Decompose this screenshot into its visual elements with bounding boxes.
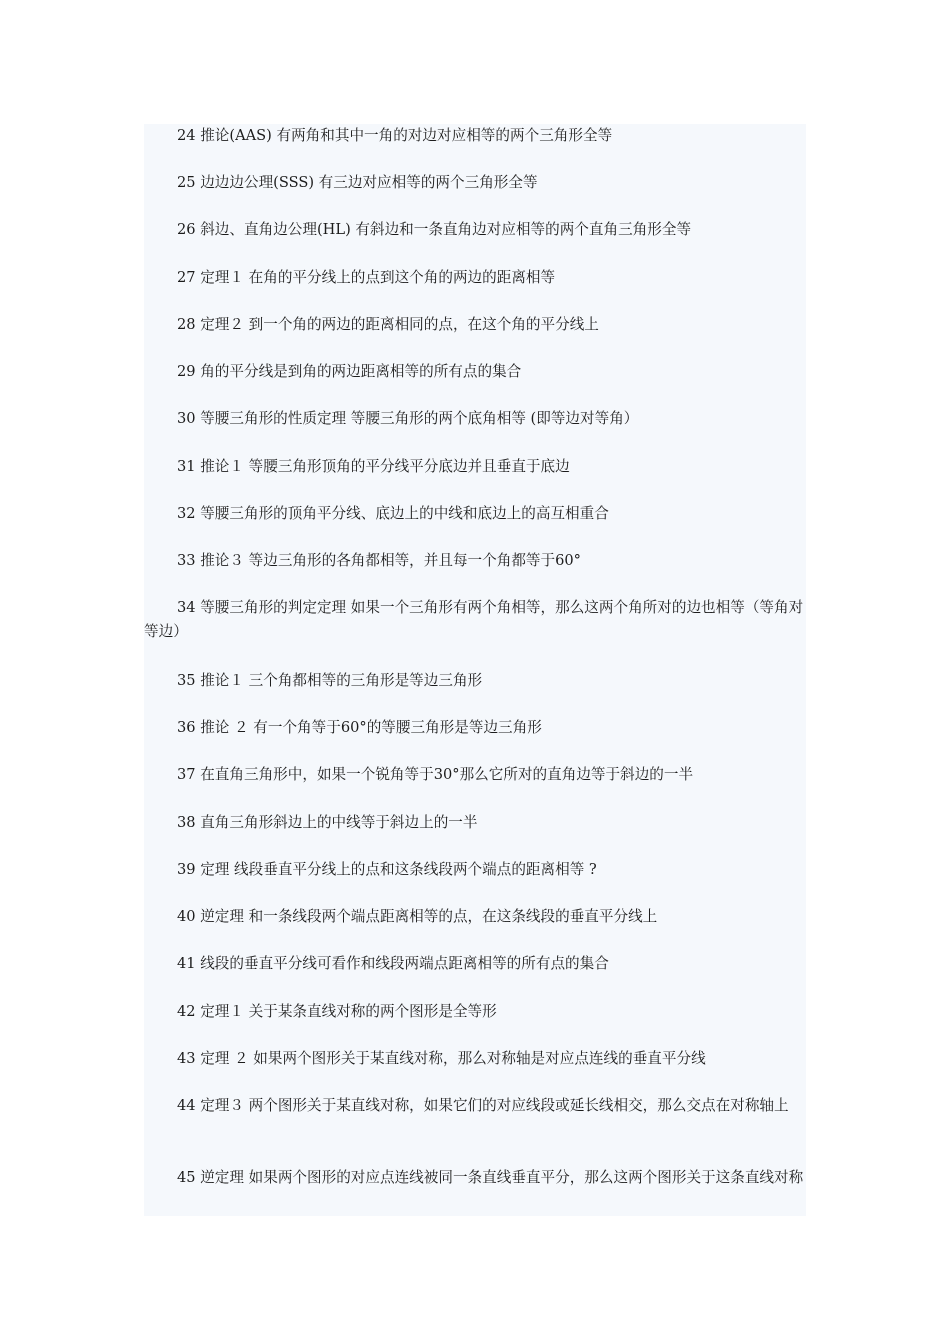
paragraph-42: 42 定理１ 关于某条直线对称的两个图形是全等形	[177, 1003, 497, 1020]
paragraph-38: 38 直角三角形斜边上的中线等于斜边上的一半	[177, 814, 478, 831]
paragraph-24: 24 推论(AAS) 有两角和其中一角的对边对应相等的两个三角形全等	[177, 127, 613, 144]
paragraph-35: 35 推论１ 三个角都相等的三角形是等边三角形	[177, 672, 483, 689]
paragraph-28: 28 定理２ 到一个角的两边的距离相同的点，在这个角的平分线上	[177, 316, 599, 333]
paragraph-29: 29 角的平分线是到角的两边距离相等的所有点的集合	[177, 363, 522, 380]
paragraph-26: 26 斜边、直角边公理(HL) 有斜边和一条直角边对应相等的两个直角三角形全等	[177, 221, 692, 238]
paragraph-36: 36 推论 ２ 有一个角等于60°的等腰三角形是等边三角形	[177, 719, 542, 736]
document-content	[144, 124, 806, 1216]
paragraph-37: 37 在直角三角形中，如果一个锐角等于30°那么它所对的直角边等于斜边的一半	[177, 766, 694, 783]
paragraph-31: 31 推论１ 等腰三角形顶角的平分线平分底边并且垂直于底边	[177, 458, 570, 475]
paragraph-45: 45 逆定理 如果两个图形的对应点连线被同一条直线垂直平分，那么这两个图形关于这条直线对称	[177, 1169, 804, 1186]
paragraph-32: 32 等腰三角形的顶角平分线、底边上的中线和底边上的高互相重合	[177, 505, 609, 522]
paragraph-34: 34 等腰三角形的判定定理 如果一个三角形有两个角相等，那么这两个角所对的边也相等（等角对等边）	[144, 599, 804, 640]
paragraph-44: 44 定理３ 两个图形关于某直线对称，如果它们的对应线段或延长线相交，那么交点在对称轴上	[177, 1097, 789, 1114]
paragraph-41: 41 线段的垂直平分线可看作和线段两端点距离相等的所有点的集合	[177, 955, 609, 972]
paragraph-33: 33 推论３ 等边三角形的各角都相等，并且每一个角都等于60°	[177, 552, 581, 569]
paragraph-27: 27 定理１ 在角的平分线上的点到这个角的两边的距离相等	[177, 269, 556, 286]
paragraph-30: 30 等腰三角形的性质定理 等腰三角形的两个底角相等 (即等边对等角）	[177, 410, 639, 427]
paragraph-43: 43 定理 ２ 如果两个图形关于某直线对称，那么对称轴是对应点连线的垂直平分线	[177, 1050, 706, 1067]
paragraph-25: 25 边边边公理(SSS) 有三边对应相等的两个三角形全等	[177, 174, 538, 191]
paragraph-39: 39 定理 线段垂直平分线上的点和这条线段两个端点的距离相等 ?	[177, 861, 597, 878]
paragraph-40: 40 逆定理 和一条线段两个端点距离相等的点，在这条线段的垂直平分线上	[177, 908, 658, 925]
